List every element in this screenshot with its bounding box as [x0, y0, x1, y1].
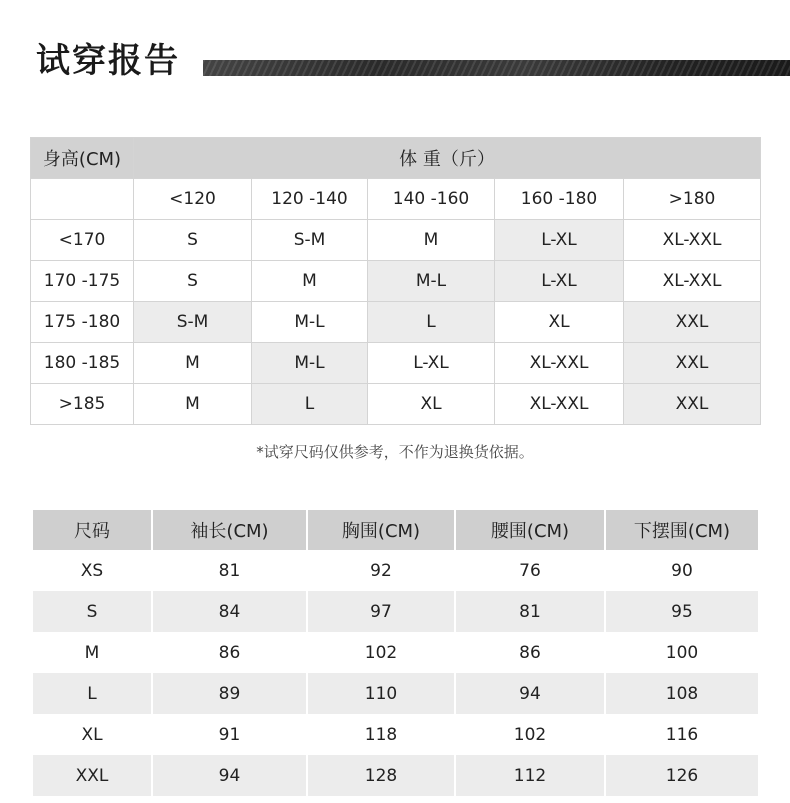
- size-cell: M: [368, 220, 495, 261]
- size-cell: M: [134, 384, 252, 425]
- height-header: 身高(CM): [31, 138, 134, 179]
- size-cell: S-M: [134, 302, 252, 343]
- measure-cell: 89: [152, 673, 307, 714]
- size-cell: XL: [368, 384, 495, 425]
- size-label: XL: [33, 714, 152, 755]
- size-label: M: [33, 632, 152, 673]
- size-label: L: [33, 673, 152, 714]
- height-cell: >185: [31, 384, 134, 425]
- size-cell: XL-XXL: [624, 261, 761, 302]
- weight-header: 体 重（斤）: [134, 138, 761, 179]
- size-cell: XXL: [624, 384, 761, 425]
- column-header: 胸围(CM): [307, 510, 455, 550]
- size-cell: L: [252, 384, 368, 425]
- size-cell: XXL: [624, 343, 761, 384]
- fit-report-table: [30, 137, 761, 425]
- measure-cell: 126: [605, 755, 758, 796]
- measure-cell: 92: [307, 550, 455, 591]
- size-label: S: [33, 591, 152, 632]
- weight-range: 120 -140: [252, 179, 368, 220]
- measure-cell: 86: [152, 632, 307, 673]
- height-cell: 175 -180: [31, 302, 134, 343]
- size-label: XS: [33, 550, 152, 591]
- measure-cell: 84: [152, 591, 307, 632]
- height-cell: <170: [31, 220, 134, 261]
- table-row: [33, 632, 758, 673]
- title-decor-bar: [203, 60, 790, 76]
- weight-range-row: [31, 179, 761, 220]
- measure-cell: 100: [665, 642, 699, 663]
- measure-cell: 91: [152, 714, 307, 755]
- size-cell: XL: [495, 302, 624, 343]
- weight-range: <120: [134, 179, 252, 220]
- size-cell: M-L: [252, 343, 368, 384]
- size-cell: XL-XXL: [495, 343, 624, 384]
- size-cell: M: [252, 261, 368, 302]
- table-row: [33, 755, 758, 796]
- weight-range: >180: [624, 179, 761, 220]
- table-row: [33, 714, 758, 755]
- page-title: 试穿报告: [36, 41, 180, 81]
- table-row: [33, 673, 758, 714]
- weight-range: 160 -180: [495, 179, 624, 220]
- disclaimer-note: *试穿尺码仅供参考，不作为退换货依据。: [256, 443, 534, 461]
- table-row: [31, 261, 761, 302]
- measure-cell: 94: [152, 755, 307, 796]
- measure-cell: 81: [152, 550, 307, 591]
- corner-cell: [31, 179, 134, 220]
- weight-range: 140 -160: [368, 179, 495, 220]
- height-cell: 180 -185: [31, 343, 134, 384]
- column-header: 腰围(CM): [455, 510, 605, 550]
- table-row: [31, 384, 761, 425]
- measure-cell: 102: [455, 714, 605, 755]
- size-cell: L: [368, 302, 495, 343]
- measure-cell: 81: [455, 591, 605, 632]
- size-cell: M-L: [252, 302, 368, 343]
- size-cell: S: [134, 261, 252, 302]
- measure-cell: 102: [307, 632, 455, 673]
- size-chart-table: [33, 510, 758, 796]
- size-cell: M-L: [368, 261, 495, 302]
- measure-cell: 76: [455, 550, 605, 591]
- size-label: XXL: [33, 755, 152, 796]
- size-cell: S-M: [252, 220, 368, 261]
- measure-cell: 95: [605, 591, 758, 632]
- measure-cell: 128: [307, 755, 455, 796]
- size-cell: M: [134, 343, 252, 384]
- size-cell: S: [134, 220, 252, 261]
- height-cell: 170 -175: [31, 261, 134, 302]
- table-row: [31, 220, 761, 261]
- column-header: 下摆围(CM): [605, 510, 758, 550]
- measure-cell: 108: [605, 673, 758, 714]
- size-cell: XL-XXL: [495, 384, 624, 425]
- size-cell: XXL: [624, 302, 761, 343]
- table-row: [31, 302, 761, 343]
- measure-cell: 110: [307, 673, 455, 714]
- size-cell: XL-XXL: [624, 220, 761, 261]
- size-cell: L-XL: [495, 220, 624, 261]
- measure-cell: 97: [307, 591, 455, 632]
- column-header: 袖长(CM): [152, 510, 307, 550]
- table-row: [31, 343, 761, 384]
- measure-cell: 94: [455, 673, 605, 714]
- measure-cell: 86: [455, 632, 605, 673]
- measure-cell: 90: [671, 560, 693, 581]
- measure-cell: 112: [455, 755, 605, 796]
- size-cell: L-XL: [368, 343, 495, 384]
- size-header-row: [33, 510, 758, 550]
- size-cell: L-XL: [495, 261, 624, 302]
- table-row: [33, 550, 758, 591]
- table-row: [33, 591, 758, 632]
- measure-cell: 116: [665, 724, 699, 745]
- measure-cell: 118: [307, 714, 455, 755]
- column-header: 尺码: [33, 510, 152, 550]
